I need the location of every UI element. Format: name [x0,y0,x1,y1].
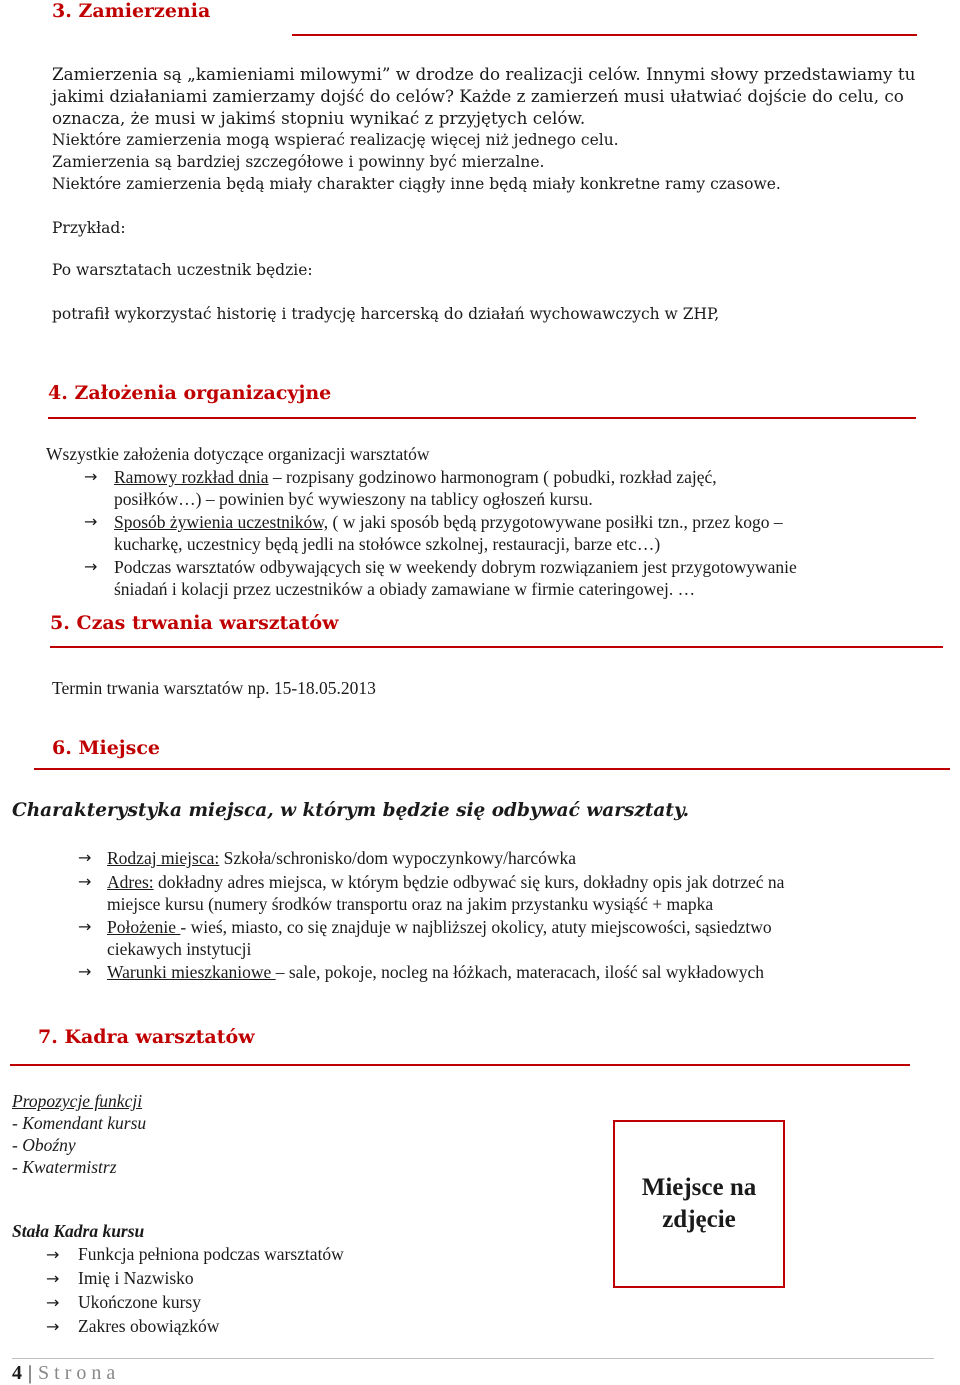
page-footer [12,1362,120,1385]
sec3-line-1: Zamierzenia są „kamieniami milowymi” w drodze do realizacji celów. Innymi słowy przedstawiamy tu [52,64,916,84]
sec3-line-5: Zamierzenia są bardziej szczegółowe i powinny być mierzalne. [52,153,545,171]
sec3-line-4: Niektóre zamierzenia mogą wspierać realizację więcej niż jednego celu. [52,131,619,149]
staff-item: Funkcja pełniona podczas warsztatów [78,1244,344,1264]
sec4-intro: Wszystkie założenia dotyczące organizacji warsztatów [46,444,430,464]
section-7-rule [10,1064,910,1066]
section-3-title: 3. Zamierzenia [52,0,211,22]
section-3-rule [292,34,917,36]
page-number: 4 [12,1362,22,1384]
section-4-rule [48,417,916,419]
arrow-right-icon: → [46,1269,60,1288]
sec6-item-3-line2: ciekawych instytucji [107,939,252,959]
section-4-title: 4. Założenia organizacyjne [48,382,332,404]
arrow-right-icon: → [84,557,98,576]
sec3-line-2: jakimi działaniami zamierzamy dojść do celów? Każde z zamierzeń musi ułatwiać dojście do celu, co [52,86,904,106]
arrow-right-icon: → [78,872,92,891]
sec6-item-2-rest: dokładny adres miejsca, w którym będzie odbywać się kurs, dokładny opis jak dotrzeć na [153,872,785,892]
photo-placeholder-line-2: zdjęcie [662,1206,736,1233]
sec4-bullet-2-label: Sposób żywienia uczestników, [114,512,329,532]
sec4-bullet-3: Podczas warsztatów odbywających się w weekendy dobrym rozwiązaniem jest przygotowywanie [114,557,797,577]
photo-placeholder [613,1120,785,1288]
proposals-title: Propozycje funkcji [12,1091,143,1111]
sec6-item-2 [107,871,784,893]
proposal-item: - Komendant kursu [12,1113,147,1133]
sec3-line-6: Niektóre zamierzenia będą miały charakter ciągły inne będą miały konkretne ramy czasowe. [52,175,781,193]
sec6-item-3-rest: - wieś, miasto, co się znajduje w najbliższej okolicy, atuty miejscowości, sąsiedztwo [180,917,772,937]
sec5-text: Termin trwania warsztatów np. 15-18.05.2013 [52,678,376,698]
staff-item: Zakres obowiązków [78,1316,220,1336]
sec6-item-1-label: Rodzaj miejsca: [107,848,220,868]
sec4-bullet-3-line2: śniadań i kolacji przez uczestników a obiady zamawiane w firmie cateringowej. … [114,579,696,599]
staff-title: Stała Kadra kursu [12,1221,145,1241]
sec4-bullet-1 [114,466,930,488]
sec6-item-4 [107,961,764,983]
arrow-right-icon: → [46,1317,60,1336]
section-5-title: 5. Czas trwania warsztatów [50,612,339,634]
footer-separator: | [28,1362,33,1384]
section-5-rule [50,646,943,648]
photo-placeholder-line-1: Miejsce na [641,1174,757,1201]
proposal-item: - Oboźny [12,1135,76,1155]
arrow-right-icon: → [78,848,92,867]
arrow-right-icon: → [78,917,92,936]
arrow-right-icon: → [78,962,92,981]
sec6-item-1 [107,847,576,869]
sec6-item-2-line2: miejsce kursu (numery środków transportu oraz na jakim przystanku wysiąść + mapka [107,894,714,914]
arrow-right-icon: → [84,467,98,486]
sec6-subtitle: Charakterystyka miejsca, w którym będzie się odbywać warsztaty. [12,800,690,821]
sec6-item-1-rest: Szkoła/schronisko/dom wypoczynkowy/harcówka [219,848,576,868]
section-6-title: 6. Miejsce [52,737,161,759]
footer-rule [12,1358,934,1359]
sec6-item-2-label: Adres: [107,872,154,892]
staff-item: Ukończone kursy [78,1292,201,1312]
example-label: Przykład: [52,219,126,237]
arrow-right-icon: → [84,512,98,531]
staff-item: Imię i Nazwisko [78,1268,194,1288]
arrow-right-icon: → [46,1293,60,1312]
sec6-item-3-label: Położenie [107,917,181,937]
sec4-bullet-1-line2: posiłków…) – powinien być wywieszony na tablicy ogłoszeń kursu. [114,489,593,509]
section-6-rule [34,768,950,770]
example-intro: Po warsztatach uczestnik będzie: [52,261,313,279]
section-7-title: 7. Kadra warsztatów [38,1026,255,1048]
sec4-bullet-2 [114,511,783,533]
arrow-right-icon: → [46,1245,60,1264]
sec6-item-4-rest: – sale, pokoje, nocleg na łóżkach, materacach, ilość sal wykładowych [275,962,765,982]
example-text: potrafił wykorzystać historię i tradycję harcerską do działań wychowawczych w ZHP, [52,305,720,323]
footer-page-word: Strona [38,1362,121,1384]
sec4-bullet-2-line2: kucharkę, uczestnicy będą jedli na stołówce szkolnej, restauracji, barze etc…) [114,534,661,554]
sec3-line-3: oznacza, że musi w jakimś stopniu wynikać z przyjętych celów. [52,108,586,128]
sec6-item-4-label: Warunki mieszkaniowe [107,962,276,982]
sec6-item-3 [107,916,772,938]
sec4-bullet-1-label: Ramowy rozkład dnia [114,467,269,487]
sec4-bullet-2-rest: ( w jaki sposób będą przygotowywane posiłki tzn., przez kogo – [328,512,783,532]
sec4-bullet-1-rest: – rozpisany godzinowo harmonogram ( pobudki, rozkład zajęć, [268,467,717,487]
proposal-item: - Kwatermistrz [12,1157,117,1177]
